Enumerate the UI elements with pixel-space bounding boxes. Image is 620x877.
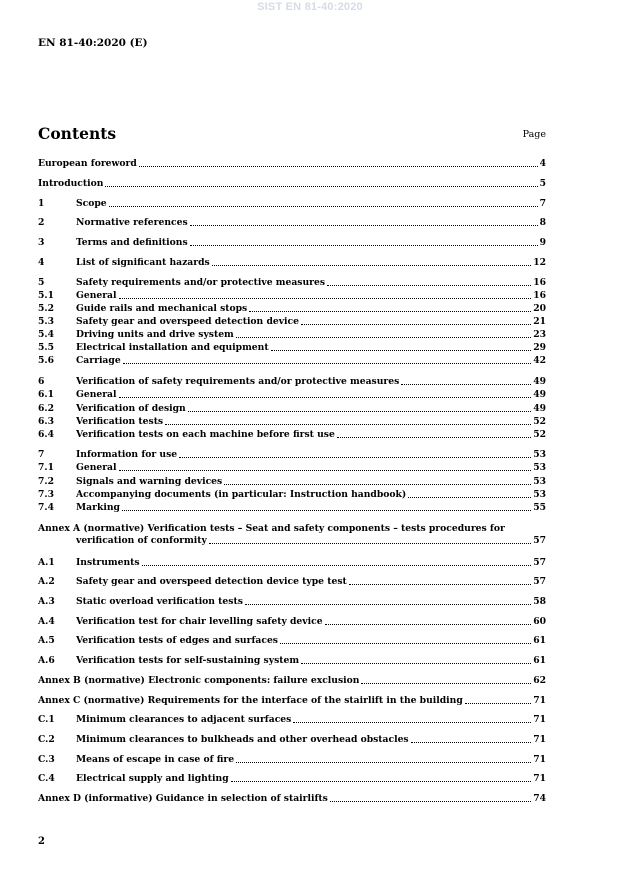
toc-entry-page: 8 [539, 217, 546, 228]
toc-entry[interactable] [38, 316, 546, 328]
toc-entry[interactable] [38, 429, 546, 441]
toc-leader [188, 410, 531, 412]
toc-entry-page: 4 [539, 158, 546, 169]
toc-entry-title: Verification of safety requirements and/or protective measures [76, 376, 400, 387]
toc-entry-page: 57 [533, 557, 546, 568]
toc-leader [361, 682, 531, 684]
toc-entry[interactable] [38, 329, 546, 341]
toc-entry-title: Annex D (informative) Guidance in selection of stairlifts [38, 793, 328, 804]
toc-entry-title: Guide rails and mechanical stops [76, 303, 248, 314]
toc-leader [109, 205, 538, 207]
watermark: SIST EN 81-40:2020 [257, 1, 363, 13]
page-number: 2 [38, 836, 45, 847]
toc-entry-title: Carriage [76, 355, 121, 366]
toc-entry-page: 49 [533, 389, 546, 400]
toc-entry[interactable] [38, 773, 546, 785]
toc-entry-number: 5.2 [38, 303, 54, 314]
toc-entry-number: 6.4 [38, 429, 54, 440]
toc-entry-number: 6.2 [38, 403, 54, 414]
toc-entry-page: 16 [533, 290, 546, 301]
toc-entry-title: Verification tests of edges and surfaces [76, 635, 278, 646]
toc-entry-title: General [76, 290, 117, 301]
toc-entry-title-continued: verification of conformity [76, 535, 207, 546]
toc-entry-title: Verification tests for self-sustaining system [76, 655, 300, 666]
toc-entry-title: Introduction [38, 178, 104, 189]
toc-entry-page: 71 [533, 773, 546, 784]
toc-entry-page: 49 [533, 376, 546, 387]
toc-entry-page: 57 [533, 535, 546, 546]
toc-entry-page: 9 [539, 237, 546, 248]
toc-entry-number: 1 [38, 198, 45, 209]
toc-leader [236, 761, 531, 763]
toc-entry[interactable] [38, 303, 546, 315]
toc-entry-page: 62 [533, 675, 546, 686]
toc-entry-page: 55 [533, 502, 546, 513]
toc-entry-title: Electrical installation and equipment [76, 342, 269, 353]
toc-entry-page: 74 [533, 793, 546, 804]
toc-entry-number: C.4 [38, 773, 55, 784]
document-id: EN 81-40:2020 (E) [38, 37, 148, 49]
toc-entry-number: 5 [38, 277, 45, 288]
toc-leader [337, 436, 531, 438]
toc-entry-number: A.1 [38, 557, 55, 568]
toc-leader [122, 509, 531, 511]
toc-entry-page: 53 [533, 489, 546, 500]
toc-entry-page: 58 [533, 596, 546, 607]
toc-entry[interactable] [38, 576, 546, 588]
toc-entry-annex-d[interactable] [38, 793, 546, 805]
toc-entry-number: 7 [38, 449, 45, 460]
toc-entry-title: General [76, 389, 117, 400]
toc-entry-annex-b[interactable] [38, 675, 546, 687]
toc-leader [327, 284, 531, 286]
toc-entry-title: Accompanying documents (in particular: Instruction handbook) [76, 489, 407, 500]
toc-entry[interactable] [38, 734, 546, 746]
toc-entry-number: 6.3 [38, 416, 54, 427]
toc-leader [123, 362, 532, 364]
toc-entry-number: 7.2 [38, 476, 54, 487]
toc-entry[interactable] [38, 290, 546, 302]
toc-entry-number: C.2 [38, 734, 55, 745]
toc-entry-number: A.3 [38, 596, 55, 607]
toc-entry-page: 12 [533, 257, 546, 268]
toc-entry-title: Scope [76, 198, 107, 209]
toc-entry-page: 60 [533, 616, 546, 627]
toc-entry-number: 4 [38, 257, 45, 268]
toc-leader [349, 583, 531, 585]
toc-entry-number: A.6 [38, 655, 55, 666]
toc-entry[interactable] [38, 237, 546, 249]
toc-leader [280, 642, 531, 644]
toc-entry-page: 57 [533, 576, 546, 587]
toc-entry-page: 20 [533, 303, 546, 314]
toc-leader [411, 741, 532, 743]
toc-leader [190, 224, 538, 226]
toc-entry[interactable] [38, 389, 546, 401]
toc-leader [165, 423, 531, 425]
toc-entry-page: 71 [533, 714, 546, 725]
toc-entry[interactable] [38, 616, 546, 628]
toc-entry-page: 61 [533, 655, 546, 666]
toc-entry-page: 49 [533, 403, 546, 414]
toc-entry-title: Signals and warning devices [76, 476, 223, 487]
toc-entry[interactable] [38, 557, 546, 569]
toc-entry-number: 5.1 [38, 290, 54, 301]
toc-entry-title: Annex C (normative) Requirements for the interface of the stairlift in the building [38, 695, 463, 706]
toc-entry[interactable] [38, 449, 546, 461]
toc-entry-title: Annex A (normative) Verification tests – Seat and safety components – tests procedures for [38, 523, 505, 534]
toc-leader [142, 564, 532, 566]
toc-entry-number: 6 [38, 376, 45, 387]
toc-entry[interactable] [38, 198, 546, 210]
toc-entry[interactable] [38, 462, 546, 474]
toc-entry-number: A.2 [38, 576, 55, 587]
toc-leader [271, 349, 532, 351]
toc-entry-continuation [38, 535, 546, 547]
toc-entry-page: 16 [533, 277, 546, 288]
toc-leader [190, 244, 538, 246]
toc-entry-number: C.3 [38, 754, 55, 765]
toc-entry-number: 7.1 [38, 462, 54, 473]
toc-entry-title: European foreword [38, 158, 137, 169]
toc-entry-title: Driving units and drive system [76, 329, 234, 340]
toc-entry[interactable] [38, 596, 546, 608]
toc-leader [139, 165, 538, 167]
toc-entry[interactable] [38, 754, 546, 766]
toc-entry-number: 5.6 [38, 355, 54, 366]
toc-entry-page: 61 [533, 635, 546, 646]
toc-entry-number: 6.1 [38, 389, 54, 400]
toc-entry-title: Marking [76, 502, 120, 513]
toc-entry-number: 7.3 [38, 489, 54, 500]
toc-entry[interactable] [38, 489, 546, 501]
toc-entry-page: 53 [533, 476, 546, 487]
toc-entry-title: Terms and definitions [76, 237, 188, 248]
toc-leader [301, 662, 531, 664]
toc-leader [119, 297, 532, 299]
toc-leader [119, 469, 532, 471]
toc-entry-title: Safety gear and overspeed detection device [76, 316, 299, 327]
toc-leader [301, 323, 531, 325]
toc-entry-title: Verification test for chair levelling safety device [76, 616, 323, 627]
toc-entry[interactable] [38, 158, 546, 170]
toc-entry[interactable] [38, 714, 546, 726]
toc-entry-number: C.1 [38, 714, 55, 725]
toc-entry-number: 5.4 [38, 329, 54, 340]
toc-entry-number: 7.4 [38, 502, 54, 513]
toc-entry-page: 53 [533, 449, 546, 460]
toc-entry[interactable] [38, 416, 546, 428]
toc-entry-page: 5 [539, 178, 546, 189]
toc-entry-title: Annex B (normative) Electronic components: failure exclusion [38, 675, 360, 686]
toc-leader [236, 336, 531, 338]
toc-entry-number: A.4 [38, 616, 55, 627]
toc-entry-title: Static overload verification tests [76, 596, 243, 607]
toc-entry-page: 42 [533, 355, 546, 366]
toc-entry-title: Verification tests on each machine before first use [76, 429, 335, 440]
toc-leader [401, 383, 531, 385]
toc-entry-page: 71 [533, 754, 546, 765]
toc-leader [330, 800, 531, 802]
toc-entry[interactable] [38, 217, 546, 229]
toc-entry-title: Means of escape in case of fire [76, 754, 235, 765]
toc-entry-number: 2 [38, 217, 45, 228]
toc-entry[interactable] [38, 476, 546, 488]
toc-entry-page: 52 [533, 416, 546, 427]
toc-entry-title: Verification tests [76, 416, 164, 427]
toc-entry-page: 7 [539, 198, 546, 209]
toc-entry-title: Minimum clearances to bulkheads and other overhead obstacles [76, 734, 409, 745]
toc-leader [105, 185, 537, 187]
toc-leader [325, 623, 532, 625]
toc-entry-number: 5.3 [38, 316, 54, 327]
toc-entry-page: 23 [533, 329, 546, 340]
toc-entry-page: 29 [533, 342, 546, 353]
toc-entry-page: 71 [533, 734, 546, 745]
toc-leader [231, 780, 532, 782]
toc-entry-page: 21 [533, 316, 546, 327]
toc-leader [209, 542, 531, 544]
toc-entry-title: Instruments [76, 557, 140, 568]
toc-entry[interactable] [38, 257, 546, 269]
toc-entry-title: Information for use [76, 449, 178, 460]
toc-leader [245, 603, 531, 605]
toc-entry-page: 71 [533, 695, 546, 706]
toc-entry-title: Normative references [76, 217, 188, 228]
toc-entry-number: A.5 [38, 635, 55, 646]
contents-heading: Contents [38, 124, 117, 143]
toc-leader [179, 456, 531, 458]
toc-entry-title: Electrical supply and lighting [76, 773, 229, 784]
toc-leader [293, 721, 531, 723]
toc-entry[interactable] [38, 277, 546, 289]
toc-entry-page: 53 [533, 462, 546, 473]
toc-entry-title: Safety requirements and/or protective measures [76, 277, 325, 288]
toc-entry-page: 52 [533, 429, 546, 440]
toc-leader [465, 702, 531, 704]
toc-entry[interactable] [38, 355, 546, 367]
toc-entry-annex-c[interactable] [38, 695, 546, 707]
toc-entry-title: List of significant hazards [76, 257, 210, 268]
toc-leader [249, 310, 531, 312]
toc-entry-title: Verification of design [76, 403, 186, 414]
toc-entry-title: Minimum clearances to adjacent surfaces [76, 714, 292, 725]
toc-entry[interactable] [38, 403, 546, 415]
toc-entry[interactable] [38, 376, 546, 388]
toc-leader [408, 496, 531, 498]
toc-entry[interactable] [38, 178, 546, 190]
toc-entry-number: 5.5 [38, 342, 54, 353]
toc-entry[interactable] [38, 342, 546, 354]
toc-entry[interactable] [38, 655, 546, 667]
toc-leader [119, 396, 532, 398]
page-column-label: Page [522, 129, 546, 140]
toc-leader [212, 264, 532, 266]
toc-entry-number: 3 [38, 237, 45, 248]
toc-entry-title: Safety gear and overspeed detection device type test [76, 576, 347, 587]
toc-entry[interactable] [38, 635, 546, 647]
toc-entry-title: General [76, 462, 117, 473]
toc-entry-annex-a[interactable] [38, 523, 546, 547]
toc-leader [224, 483, 531, 485]
toc-entry[interactable] [38, 502, 546, 514]
